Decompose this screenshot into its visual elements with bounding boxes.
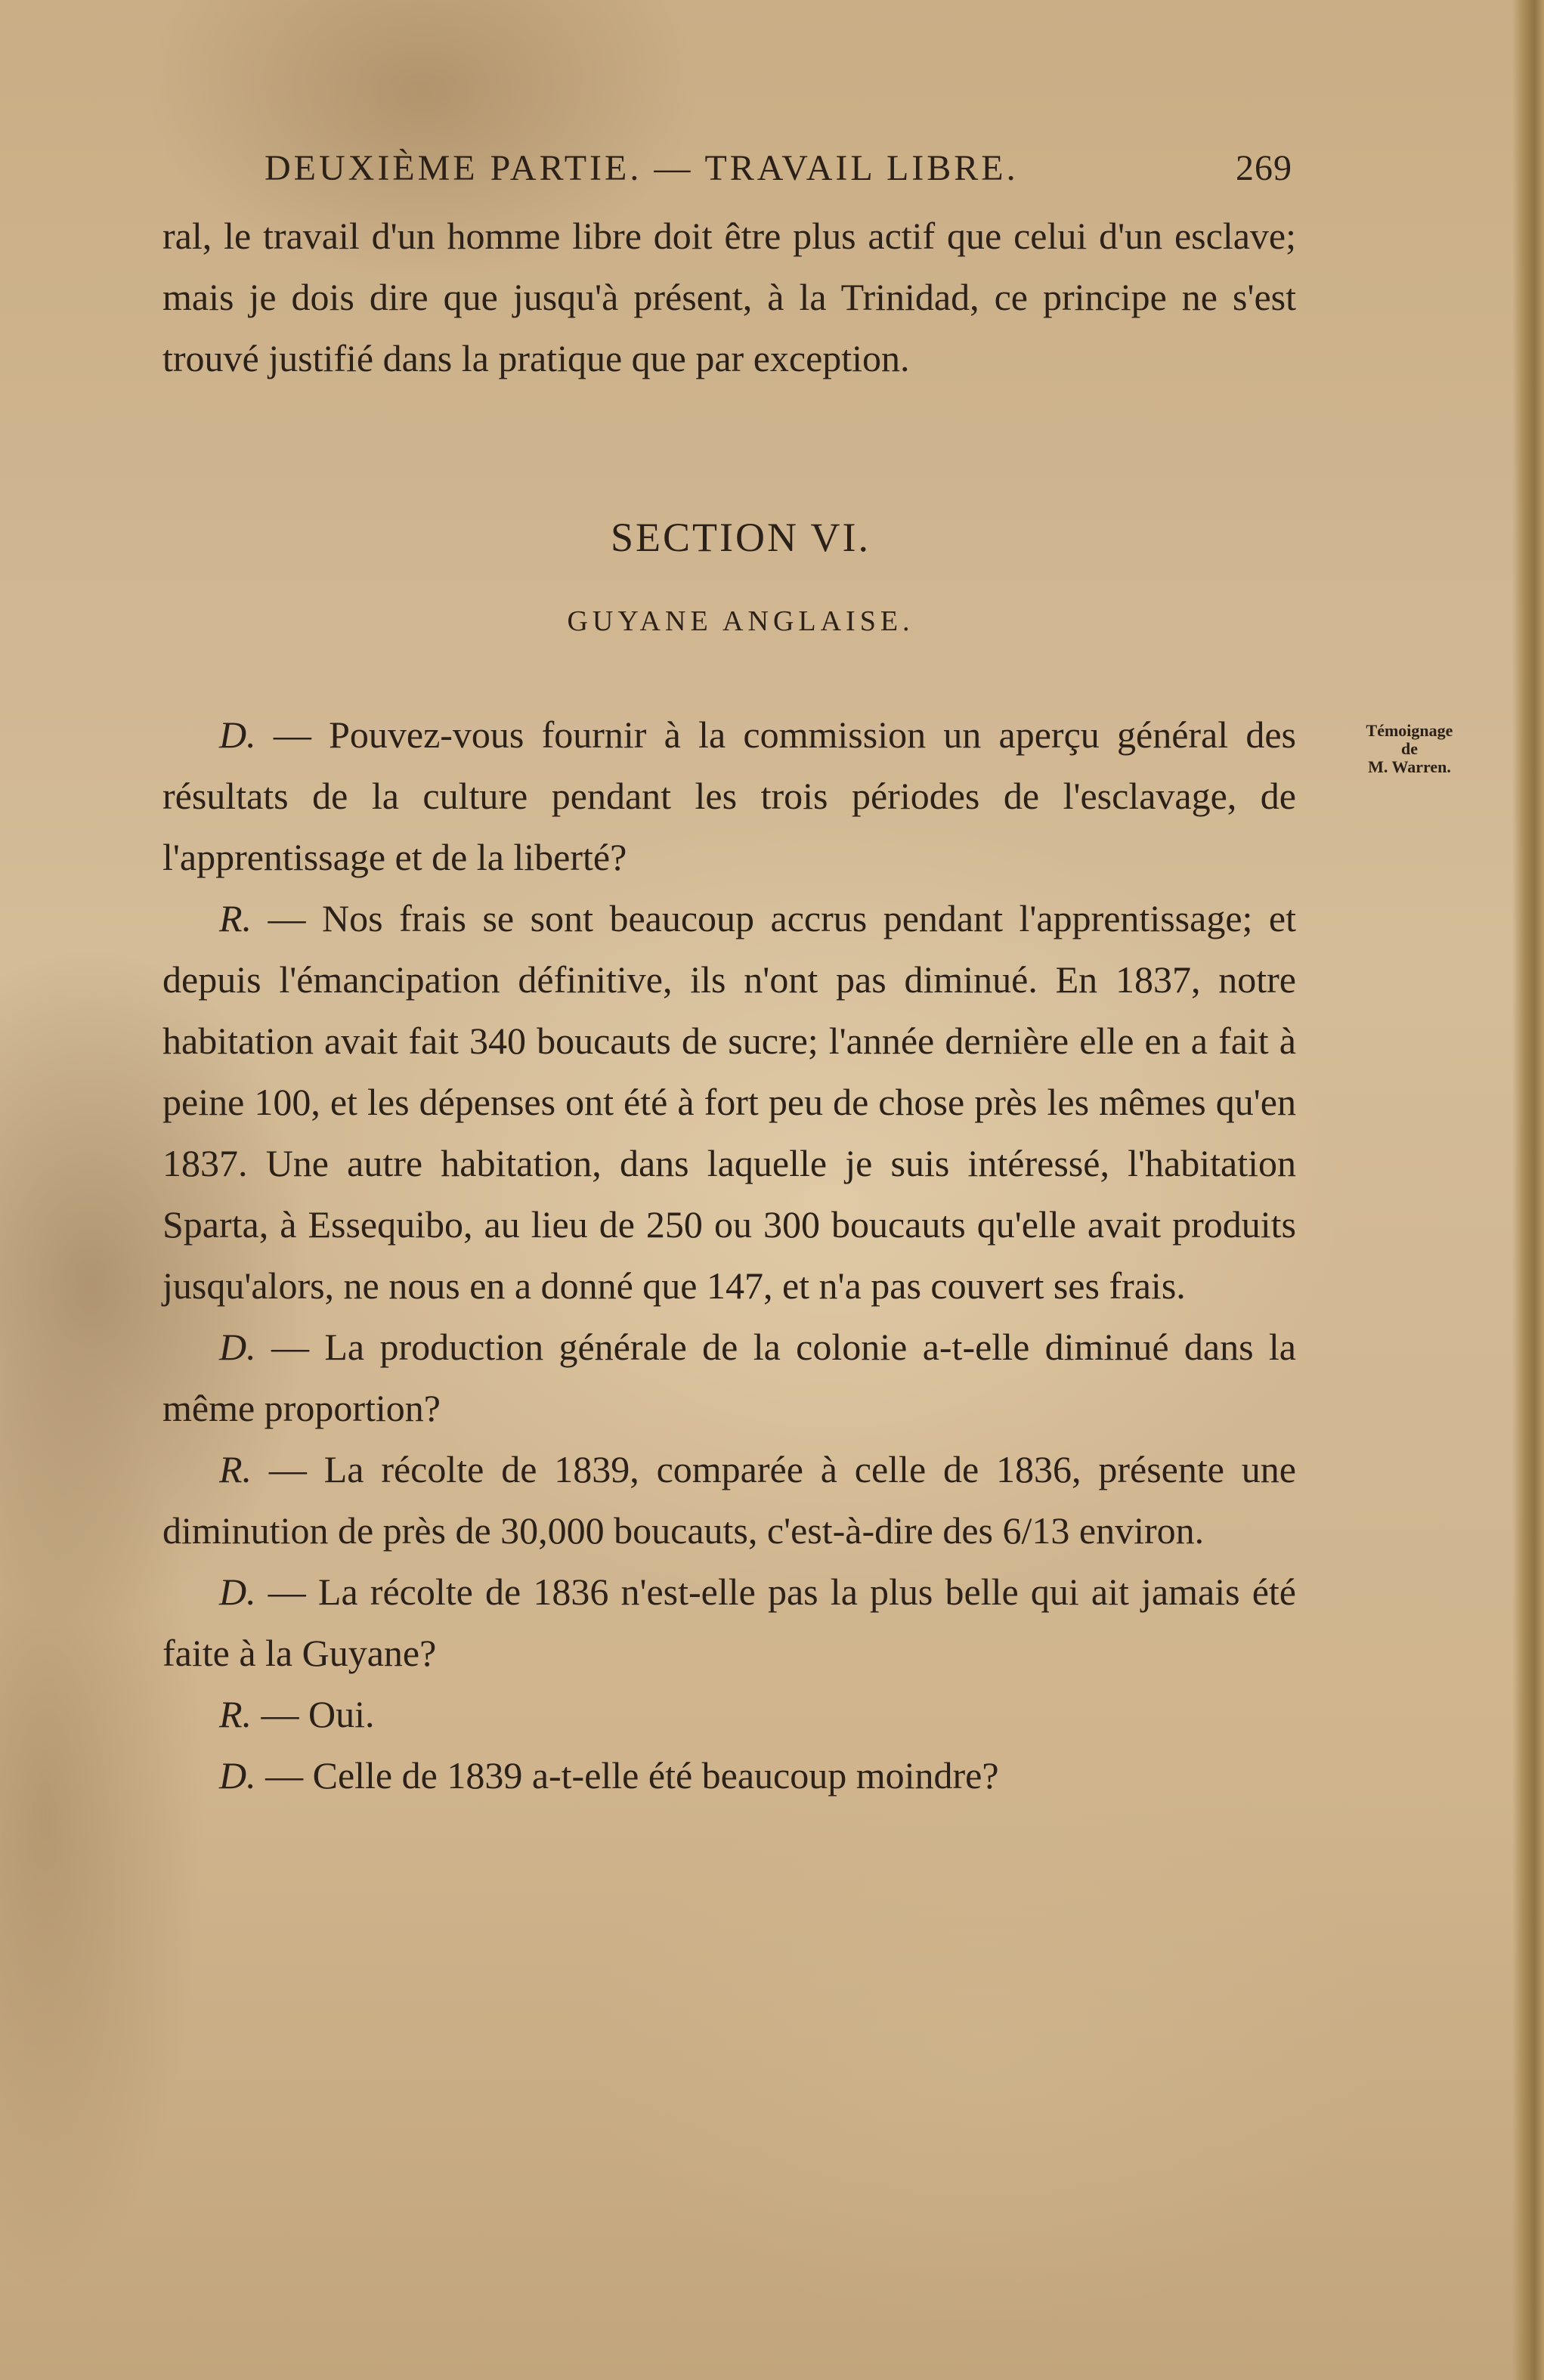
speaker-label: R. xyxy=(219,897,252,939)
dialogue-text: — Celle de 1839 a-t-elle été beaucoup moindre? xyxy=(255,1754,999,1797)
margin-note-line: Témoignage xyxy=(1366,721,1453,740)
margin-note-line: M. Warren. xyxy=(1368,757,1451,776)
speaker-label: R. xyxy=(219,1693,252,1735)
dialogue-paragraph xyxy=(162,888,1296,1317)
running-header xyxy=(265,142,1292,195)
dialogue-block xyxy=(162,704,1296,1806)
margin-note xyxy=(1330,722,1489,776)
dialogue-text: — La récolte de 1839, comparée à celle de 1836, présente une diminution de près de 30,000 boucauts, c'est-à-dire des 6/13 environ. xyxy=(162,1448,1296,1552)
dialogue-paragraph xyxy=(162,1684,1296,1745)
margin-note-line: de xyxy=(1401,739,1418,758)
speaker-label: D. xyxy=(219,1326,256,1368)
section-title: SECTION VI. xyxy=(610,515,871,560)
running-title: DEUXIÈME PARTIE. — TRAVAIL LIBRE. xyxy=(265,148,1019,188)
intro-paragraph: ral, le travail d'un homme libre doit être plus actif que celui d'un esclave; mais je dois dire que jusqu'à présent, à la Trinidad, ce principe ne s'est trouvé justifié dans la pratique que par exception. xyxy=(162,215,1296,379)
page-spine-edge xyxy=(1512,0,1544,2380)
intro-paragraph-block xyxy=(162,206,1296,389)
speaker-label: R. xyxy=(219,1448,252,1490)
dialogue-paragraph xyxy=(162,1317,1296,1439)
dialogue-text: — La production générale de la colonie a-t-elle diminué dans la même proportion? xyxy=(162,1326,1296,1429)
section-subtitle: GUYANE ANGLAISE. xyxy=(567,605,914,637)
dialogue-paragraph xyxy=(162,1745,1296,1806)
dialogue-text: — Pouvez-vous fournir à la commission un aperçu général des résultats de la culture pendant les trois périodes de l'esclavage, de l'apprentissage et de la liberté? xyxy=(162,713,1296,878)
dialogue-text: — Oui. xyxy=(252,1693,375,1735)
page-number: 269 xyxy=(1236,148,1292,188)
dialogue-text: — Nos frais se sont beaucoup accrus pendant l'apprentissage; et depuis l'émancipation définitive, ils n'ont pas diminué. En 1837, notre habitation avait fait 340 boucauts de sucre; l'année dernière elle en a fait à peine 100, et les dépenses ont été à fort peu de chose près les mêmes qu'en 1837. Une autre habitation, dans laquelle je suis intéressé, l'habitation Sparta, à Essequibo, au lieu de 250 ou 300 boucauts qu'elle avait produits jusqu'alors, ne nous en a donné que 147, et n'a pas couvert ses frais. xyxy=(162,897,1296,1307)
speaker-label: D. xyxy=(219,1571,256,1613)
speaker-label: D. xyxy=(219,1754,256,1797)
dialogue-paragraph xyxy=(162,704,1296,888)
dialogue-text: — La récolte de 1836 n'est-elle pas la plus belle qui ait jamais été faite à la Guyane? xyxy=(162,1571,1296,1674)
dialogue-paragraph xyxy=(162,1439,1296,1561)
speaker-label: D. xyxy=(219,713,256,756)
dialogue-paragraph xyxy=(162,1561,1296,1684)
